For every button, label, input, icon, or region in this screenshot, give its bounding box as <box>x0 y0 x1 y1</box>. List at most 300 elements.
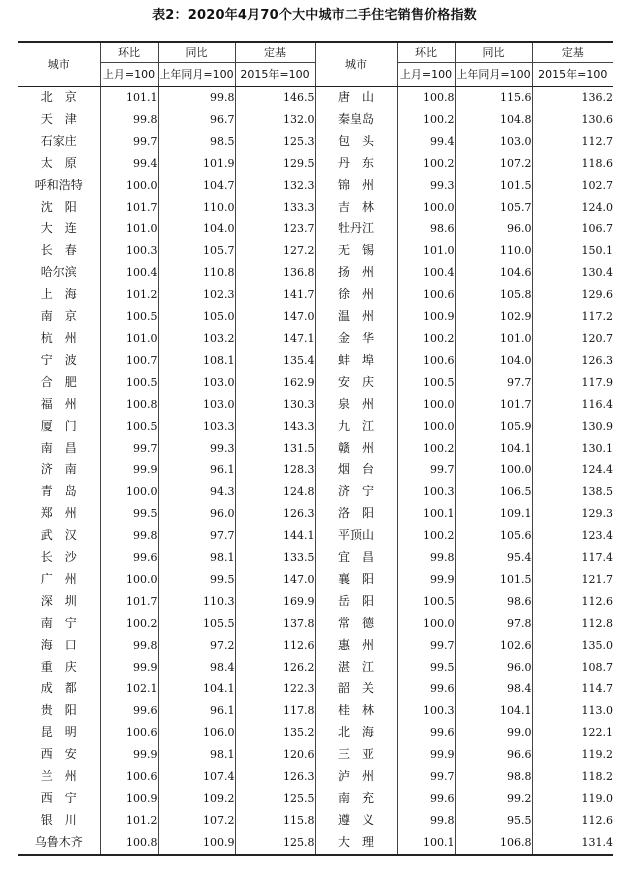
right-city-cell <box>315 569 397 591</box>
left-mom-value: 99.9 <box>100 657 158 679</box>
left-base-value: 147.0 <box>235 306 315 328</box>
left-mom-value: 99.8 <box>100 525 158 547</box>
right-mom-value: 101.0 <box>397 240 455 262</box>
left-mom-value: 99.7 <box>100 438 158 460</box>
table-row <box>18 306 613 328</box>
left-mom-value: 100.5 <box>100 372 158 394</box>
city-name: 青 岛 <box>40 484 77 499</box>
mom-sub-left: 上月=100 <box>100 63 158 87</box>
left-base-value: 124.8 <box>235 481 315 503</box>
city-name: 岳 阳 <box>337 593 374 608</box>
right-mom-value: 100.1 <box>397 832 455 855</box>
right-yoy-value: 103.0 <box>455 131 532 153</box>
left-city-cell <box>18 810 100 832</box>
left-base-value: 126.3 <box>235 503 315 525</box>
left-yoy-value: 107.2 <box>158 810 235 832</box>
city-name: 西 安 <box>40 747 77 762</box>
right-mom-value: 99.4 <box>397 131 455 153</box>
right-base-value: 124.0 <box>532 197 613 219</box>
city-name: 兰 州 <box>40 769 77 784</box>
right-city-cell <box>315 306 397 328</box>
table-row <box>18 525 613 547</box>
left-city-cell <box>18 109 100 131</box>
left-mom-value: 101.2 <box>100 810 158 832</box>
table-row <box>18 788 613 810</box>
city-name: 扬 州 <box>337 265 374 280</box>
right-yoy-value: 104.0 <box>455 350 532 372</box>
city-name: 贵 阳 <box>40 703 77 718</box>
right-yoy-value: 96.6 <box>455 744 532 766</box>
right-city-cell <box>315 591 397 613</box>
left-base-value: 169.9 <box>235 591 315 613</box>
right-city-cell <box>315 635 397 657</box>
city-name: 昆 明 <box>40 725 77 740</box>
right-yoy-value: 107.2 <box>455 153 532 175</box>
left-base-value: 144.1 <box>235 525 315 547</box>
right-mom-value: 100.2 <box>397 153 455 175</box>
city-name: 呼和浩特 <box>34 177 83 192</box>
left-yoy-value: 108.1 <box>158 350 235 372</box>
left-base-value: 112.6 <box>235 635 315 657</box>
left-city-cell <box>18 350 100 372</box>
left-mom-value: 100.2 <box>100 613 158 635</box>
city-name: 吉 林 <box>337 199 374 214</box>
city-name: 洛 阳 <box>337 506 374 521</box>
city-name: 厦 门 <box>40 418 77 433</box>
right-yoy-value: 101.0 <box>455 328 532 350</box>
table-row <box>18 131 613 153</box>
left-base-value: 123.7 <box>235 218 315 240</box>
left-mom-value: 101.0 <box>100 328 158 350</box>
left-yoy-value: 109.2 <box>158 788 235 810</box>
left-yoy-value: 97.7 <box>158 525 235 547</box>
left-mom-value: 101.7 <box>100 197 158 219</box>
left-yoy-value: 107.4 <box>158 766 235 788</box>
city-name: 长 春 <box>40 243 77 258</box>
table-row <box>18 744 613 766</box>
left-yoy-value: 99.5 <box>158 569 235 591</box>
left-city-cell <box>18 284 100 306</box>
right-yoy-value: 100.0 <box>455 459 532 481</box>
right-yoy-value: 109.1 <box>455 503 532 525</box>
left-base-value: 132.0 <box>235 109 315 131</box>
city-name: 深 圳 <box>40 593 77 608</box>
mom-header-left: 环比 <box>100 42 158 63</box>
city-name: 南 宁 <box>40 615 77 630</box>
right-city-cell <box>315 394 397 416</box>
right-base-value: 129.3 <box>532 503 613 525</box>
table-row <box>18 350 613 372</box>
city-name: 济 宁 <box>337 484 374 499</box>
right-city-cell <box>315 832 397 855</box>
left-yoy-value: 94.3 <box>158 481 235 503</box>
header-row-1 <box>18 42 613 63</box>
table-row <box>18 503 613 525</box>
right-city-cell <box>315 657 397 679</box>
right-yoy-value: 106.5 <box>455 481 532 503</box>
right-city-cell <box>315 372 397 394</box>
right-city-cell <box>315 153 397 175</box>
right-mom-value: 99.8 <box>397 547 455 569</box>
left-city-cell <box>18 635 100 657</box>
right-mom-value: 100.0 <box>397 416 455 438</box>
left-city-cell <box>18 262 100 284</box>
right-base-value: 126.3 <box>532 350 613 372</box>
city-name: 唐 山 <box>337 90 374 104</box>
left-yoy-value: 104.7 <box>158 175 235 197</box>
left-yoy-value: 106.0 <box>158 722 235 744</box>
right-base-value: 130.6 <box>532 109 613 131</box>
city-name: 锦 州 <box>337 177 374 192</box>
left-mom-value: 100.5 <box>100 416 158 438</box>
left-mom-value: 100.0 <box>100 569 158 591</box>
yoy-sub-left: 上年同月=100 <box>158 63 235 87</box>
table-row <box>18 547 613 569</box>
left-mom-value: 100.9 <box>100 788 158 810</box>
left-base-value: 126.3 <box>235 766 315 788</box>
right-mom-value: 99.6 <box>397 678 455 700</box>
right-city-cell <box>315 197 397 219</box>
city-name: 石家庄 <box>40 133 77 148</box>
table-row <box>18 438 613 460</box>
city-name: 银 川 <box>40 812 77 827</box>
left-yoy-value: 96.1 <box>158 700 235 722</box>
left-mom-value: 99.6 <box>100 547 158 569</box>
right-base-value: 130.4 <box>532 262 613 284</box>
right-base-value: 130.9 <box>532 416 613 438</box>
city-name: 海 口 <box>40 637 77 652</box>
left-yoy-value: 105.7 <box>158 240 235 262</box>
right-base-value: 112.6 <box>532 810 613 832</box>
right-mom-value: 100.3 <box>397 481 455 503</box>
right-base-value: 113.0 <box>532 700 613 722</box>
right-city-cell <box>315 481 397 503</box>
city-name: 合 肥 <box>40 374 77 389</box>
right-city-cell <box>315 87 397 109</box>
city-name: 北 京 <box>40 90 77 104</box>
left-base-value: 146.5 <box>235 87 315 109</box>
right-city-cell <box>315 350 397 372</box>
right-mom-value: 100.9 <box>397 306 455 328</box>
right-yoy-value: 101.5 <box>455 569 532 591</box>
left-base-value: 125.5 <box>235 788 315 810</box>
right-mom-value: 100.8 <box>397 87 455 109</box>
left-yoy-value: 97.2 <box>158 635 235 657</box>
left-yoy-value: 110.3 <box>158 591 235 613</box>
left-base-value: 125.3 <box>235 131 315 153</box>
city-name: 哈尔滨 <box>40 265 77 280</box>
right-city-cell <box>315 218 397 240</box>
city-name: 天 津 <box>40 111 77 126</box>
table-row <box>18 416 613 438</box>
right-base-value: 119.0 <box>532 788 613 810</box>
right-base-value: 130.1 <box>532 438 613 460</box>
left-base-value: 120.6 <box>235 744 315 766</box>
right-mom-value: 100.0 <box>397 394 455 416</box>
right-mom-value: 98.6 <box>397 218 455 240</box>
left-base-value: 129.5 <box>235 153 315 175</box>
left-base-value: 131.5 <box>235 438 315 460</box>
right-mom-value: 99.9 <box>397 744 455 766</box>
right-mom-value: 100.2 <box>397 438 455 460</box>
left-base-value: 135.2 <box>235 722 315 744</box>
left-city-cell <box>18 306 100 328</box>
left-base-value: 122.3 <box>235 678 315 700</box>
right-base-value: 150.1 <box>532 240 613 262</box>
city-name: 韶 关 <box>337 681 374 696</box>
left-yoy-value: 100.9 <box>158 832 235 855</box>
right-yoy-value: 104.8 <box>455 109 532 131</box>
right-mom-value: 99.3 <box>397 175 455 197</box>
right-city-cell <box>315 788 397 810</box>
table-row <box>18 657 613 679</box>
table-row <box>18 153 613 175</box>
right-yoy-value: 102.6 <box>455 635 532 657</box>
right-mom-value: 99.6 <box>397 788 455 810</box>
left-base-value: 115.8 <box>235 810 315 832</box>
left-yoy-value: 98.1 <box>158 547 235 569</box>
city-name: 南 京 <box>40 309 77 324</box>
right-yoy-value: 99.0 <box>455 722 532 744</box>
table-row <box>18 372 613 394</box>
right-base-value: 138.5 <box>532 481 613 503</box>
table-row <box>18 700 613 722</box>
right-yoy-value: 110.0 <box>455 240 532 262</box>
left-city-cell <box>18 416 100 438</box>
city-name: 包 头 <box>337 133 374 148</box>
left-yoy-value: 103.0 <box>158 372 235 394</box>
city-name: 重 庆 <box>40 659 77 674</box>
left-base-value: 141.7 <box>235 284 315 306</box>
left-city-cell <box>18 766 100 788</box>
left-yoy-value: 105.0 <box>158 306 235 328</box>
right-yoy-value: 104.1 <box>455 700 532 722</box>
right-base-value: 119.2 <box>532 744 613 766</box>
city-name: 宁 波 <box>40 352 77 367</box>
left-yoy-value: 101.9 <box>158 153 235 175</box>
right-city-cell <box>315 744 397 766</box>
table-row <box>18 459 613 481</box>
left-base-value: 162.9 <box>235 372 315 394</box>
left-city-cell <box>18 197 100 219</box>
right-base-value: 114.7 <box>532 678 613 700</box>
right-mom-value: 100.6 <box>397 350 455 372</box>
left-mom-value: 100.0 <box>100 481 158 503</box>
left-base-value: 143.3 <box>235 416 315 438</box>
right-city-cell <box>315 525 397 547</box>
left-mom-value: 101.2 <box>100 284 158 306</box>
city-name: 北 海 <box>337 725 374 740</box>
right-mom-value: 100.1 <box>397 503 455 525</box>
right-base-value: 117.4 <box>532 547 613 569</box>
right-mom-value: 99.5 <box>397 657 455 679</box>
right-yoy-value: 96.0 <box>455 657 532 679</box>
left-yoy-value: 110.0 <box>158 197 235 219</box>
left-base-value: 133.3 <box>235 197 315 219</box>
right-mom-value: 99.7 <box>397 766 455 788</box>
city-name: 桂 林 <box>337 703 374 718</box>
right-mom-value: 99.7 <box>397 459 455 481</box>
city-name: 金 华 <box>337 330 374 345</box>
right-base-value: 135.0 <box>532 635 613 657</box>
right-yoy-value: 98.4 <box>455 678 532 700</box>
city-name: 上 海 <box>40 287 77 302</box>
city-name: 成 都 <box>40 681 77 696</box>
city-name: 宜 昌 <box>337 550 374 565</box>
city-name: 长 沙 <box>40 550 77 565</box>
base-header-left: 定基 <box>235 42 315 63</box>
city-name: 襄 阳 <box>337 571 374 586</box>
table-row <box>18 832 613 855</box>
left-yoy-value: 98.5 <box>158 131 235 153</box>
left-yoy-value: 99.8 <box>158 87 235 109</box>
left-mom-value: 99.9 <box>100 459 158 481</box>
mom-sub-right: 上月=100 <box>397 63 455 87</box>
left-base-value: 133.5 <box>235 547 315 569</box>
right-yoy-value: 105.7 <box>455 197 532 219</box>
left-base-value: 117.8 <box>235 700 315 722</box>
left-city-cell <box>18 547 100 569</box>
left-base-value: 147.1 <box>235 328 315 350</box>
left-mom-value: 100.7 <box>100 350 158 372</box>
left-yoy-value: 103.2 <box>158 328 235 350</box>
right-base-value: 117.2 <box>532 306 613 328</box>
city-name: 三 亚 <box>337 747 374 762</box>
right-yoy-value: 96.0 <box>455 218 532 240</box>
right-city-cell <box>315 613 397 635</box>
right-base-value: 106.7 <box>532 218 613 240</box>
left-city-cell <box>18 153 100 175</box>
city-name: 武 汉 <box>40 528 77 543</box>
left-city-cell <box>18 503 100 525</box>
city-name: 广 州 <box>40 571 77 586</box>
left-mom-value: 100.5 <box>100 306 158 328</box>
table-row <box>18 810 613 832</box>
base-sub-right: 2015年=100 <box>532 63 613 87</box>
right-yoy-value: 105.8 <box>455 284 532 306</box>
left-yoy-value: 110.8 <box>158 262 235 284</box>
table-row <box>18 109 613 131</box>
right-city-cell <box>315 700 397 722</box>
yoy-sub-right: 上年同月=100 <box>455 63 532 87</box>
left-city-cell <box>18 700 100 722</box>
city-name: 赣 州 <box>337 440 374 455</box>
city-name: 常 德 <box>337 615 374 630</box>
right-mom-value: 100.3 <box>397 700 455 722</box>
left-city-cell <box>18 218 100 240</box>
left-mom-value: 100.8 <box>100 394 158 416</box>
left-city-cell <box>18 657 100 679</box>
left-city-cell <box>18 591 100 613</box>
right-base-value: 102.7 <box>532 175 613 197</box>
left-base-value: 136.8 <box>235 262 315 284</box>
city-name: 大 理 <box>337 834 374 849</box>
table-row <box>18 240 613 262</box>
city-header-left: 城市 <box>18 42 100 87</box>
left-yoy-value: 104.0 <box>158 218 235 240</box>
city-name: 泸 州 <box>337 769 374 784</box>
right-yoy-value: 106.8 <box>455 832 532 855</box>
left-mom-value: 101.7 <box>100 591 158 613</box>
city-name: 泉 州 <box>337 396 374 411</box>
right-base-value: 117.9 <box>532 372 613 394</box>
table-row <box>18 569 613 591</box>
city-name: 南 充 <box>337 791 374 805</box>
right-mom-value: 99.8 <box>397 810 455 832</box>
right-yoy-value: 105.9 <box>455 416 532 438</box>
table-row <box>18 197 613 219</box>
table-title: 表2：2020年4月70个大中城市二手住宅销售价格指数 <box>152 8 477 23</box>
left-city-cell <box>18 175 100 197</box>
city-name: 遵 义 <box>337 812 374 827</box>
left-mom-value: 100.6 <box>100 722 158 744</box>
right-city-cell <box>315 438 397 460</box>
left-city-cell <box>18 788 100 810</box>
left-city-cell <box>18 459 100 481</box>
right-city-cell <box>315 766 397 788</box>
left-yoy-value: 105.5 <box>158 613 235 635</box>
table-row <box>18 766 613 788</box>
right-yoy-value: 95.5 <box>455 810 532 832</box>
right-mom-value: 100.0 <box>397 197 455 219</box>
table-row <box>18 613 613 635</box>
mom-header-right: 环比 <box>397 42 455 63</box>
left-mom-value: 100.0 <box>100 175 158 197</box>
right-yoy-value: 95.4 <box>455 547 532 569</box>
city-name: 大 连 <box>40 221 77 236</box>
left-mom-value: 100.3 <box>100 240 158 262</box>
left-base-value: 147.0 <box>235 569 315 591</box>
left-city-cell <box>18 394 100 416</box>
left-base-value: 135.4 <box>235 350 315 372</box>
left-city-cell <box>18 744 100 766</box>
right-yoy-value: 105.6 <box>455 525 532 547</box>
left-mom-value: 102.1 <box>100 678 158 700</box>
right-base-value: 129.6 <box>532 284 613 306</box>
city-name: 惠 州 <box>337 637 374 652</box>
left-city-cell <box>18 372 100 394</box>
right-mom-value: 100.2 <box>397 525 455 547</box>
left-mom-value: 99.8 <box>100 109 158 131</box>
right-city-cell <box>315 131 397 153</box>
right-base-value: 112.6 <box>532 591 613 613</box>
table-row <box>18 284 613 306</box>
right-city-cell <box>315 810 397 832</box>
left-yoy-value: 99.3 <box>158 438 235 460</box>
right-yoy-value: 101.5 <box>455 175 532 197</box>
right-yoy-value: 99.2 <box>455 788 532 810</box>
right-yoy-value: 98.6 <box>455 591 532 613</box>
city-name: 郑 州 <box>40 506 77 521</box>
left-yoy-value: 104.1 <box>158 678 235 700</box>
yoy-header-left: 同比 <box>158 42 235 63</box>
table-row <box>18 328 613 350</box>
right-base-value: 112.8 <box>532 613 613 635</box>
left-yoy-value: 98.4 <box>158 657 235 679</box>
right-yoy-value: 102.9 <box>455 306 532 328</box>
right-city-cell <box>315 284 397 306</box>
city-name: 安 庆 <box>337 374 374 389</box>
left-base-value: 132.3 <box>235 175 315 197</box>
city-name: 秦皇岛 <box>337 111 374 126</box>
city-name: 沈 阳 <box>40 199 77 214</box>
city-name: 丹 东 <box>337 155 374 170</box>
left-mom-value: 99.4 <box>100 153 158 175</box>
city-name: 徐 州 <box>337 287 374 302</box>
left-mom-value: 99.6 <box>100 700 158 722</box>
right-mom-value: 100.2 <box>397 328 455 350</box>
right-base-value: 120.7 <box>532 328 613 350</box>
